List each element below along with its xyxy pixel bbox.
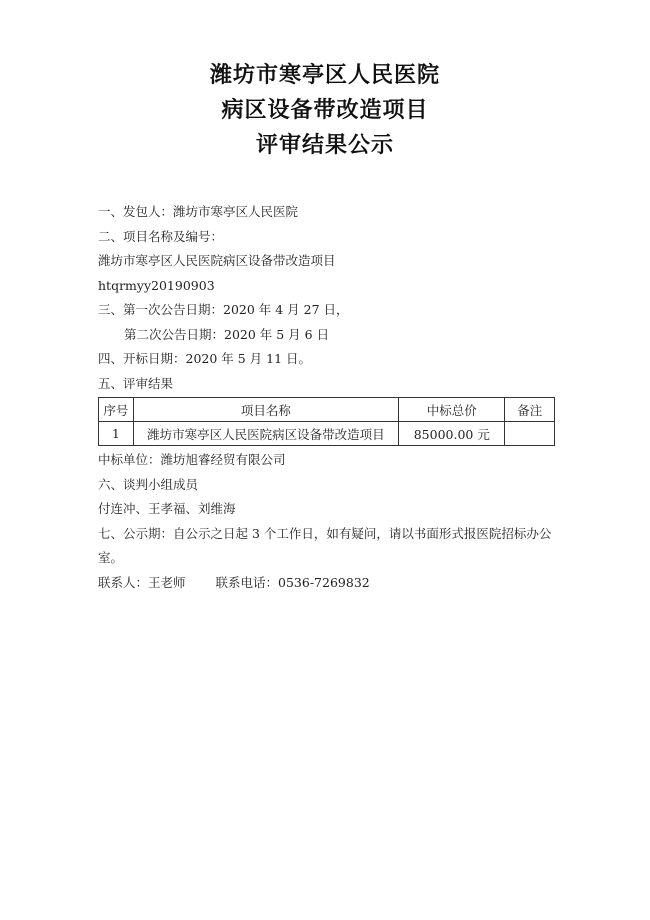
bid-opening-date: 四、开标日期：2020 年 5 月 11 日。	[98, 351, 312, 366]
project-name: 潍坊市寒亭区人民医院病区设备带改造项目	[98, 253, 336, 268]
second-notice-date: 第二次公告日期：2020 年 5 月 6 日	[124, 326, 330, 342]
cell-price: 85000.00 元	[399, 422, 505, 446]
header-no: 序号	[99, 398, 134, 422]
result-heading: 五、评审结果	[98, 375, 174, 391]
contact-line	[98, 571, 558, 596]
first-notice-date: 三、第一次公告日期：2020 年 4 月 27 日，	[98, 302, 349, 317]
project-heading: 二、项目名称及编号：	[98, 228, 224, 244]
contact-person: 联系人：王老师	[98, 574, 186, 590]
cell-name: 潍坊市寒亭区人民医院病区设备带改造项目	[133, 422, 398, 446]
table-row	[99, 422, 555, 446]
title-announcement: 评审结果公示	[255, 133, 394, 158]
contact-phone: 联系电话：0536-7269832	[215, 574, 370, 590]
header-note: 备注	[505, 398, 555, 422]
cell-no: 1	[99, 422, 134, 446]
header-name: 项目名称	[133, 398, 398, 422]
header-price: 中标总价	[399, 398, 505, 422]
result-table	[98, 397, 555, 446]
notice-period: 七、公示期：自公示之日起 3 个工作日，如有疑问，请以书面形式报医院招标办公室。	[98, 525, 552, 565]
panel-heading: 六、谈判小组成员	[98, 476, 199, 492]
panel-members: 付连冲、王孝福、刘维海	[98, 501, 236, 516]
title-hospital: 潍坊市寒亭区人民医院	[209, 63, 440, 88]
employer-line: 一、发包人：潍坊市寒亭区人民医院	[98, 204, 299, 219]
winning-bidder: 中标单位：潍坊旭睿经贸有限公司	[98, 452, 286, 467]
cell-note	[505, 422, 555, 446]
document-body	[98, 200, 558, 595]
project-code: htqrmyy20190903	[98, 277, 215, 293]
table-header-row	[99, 398, 555, 422]
document-title	[0, 58, 650, 163]
title-project: 病区设备带改造项目	[221, 98, 429, 123]
